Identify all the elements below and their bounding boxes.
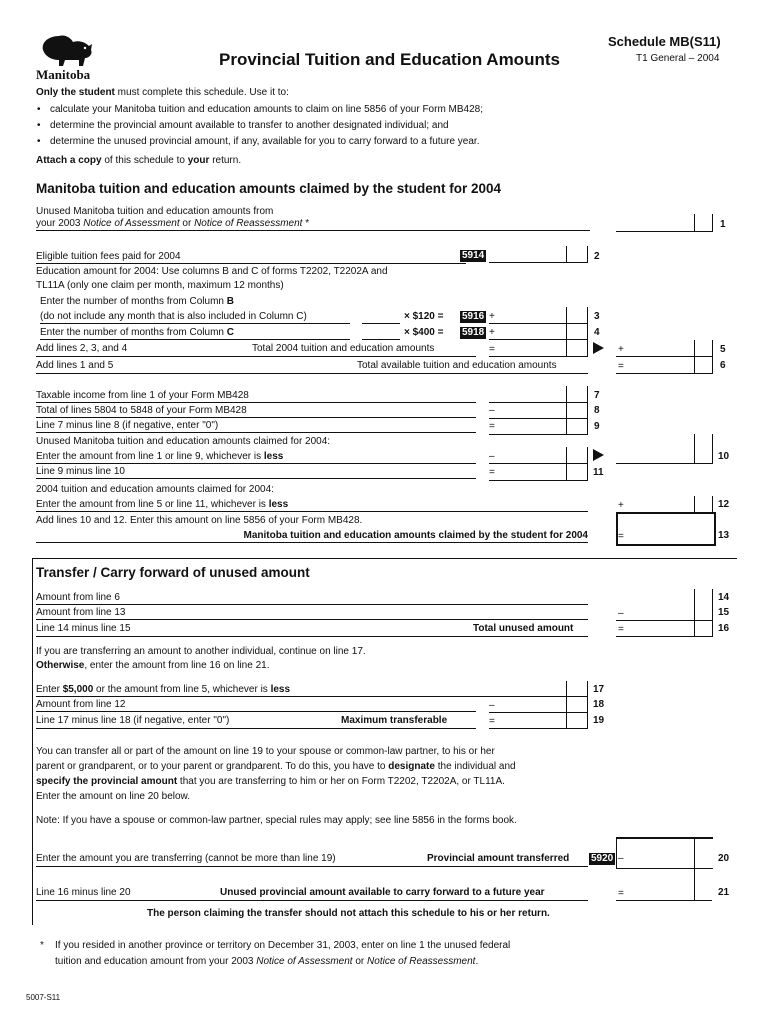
line13-label-b: Manitoba tuition and education amounts claimed by the student for 2004	[36, 530, 588, 543]
months-c-pre: Enter the number of months from Column	[40, 327, 227, 338]
line-number-19: 19	[593, 715, 605, 726]
line8-cents	[566, 402, 567, 418]
line18-cents	[566, 697, 567, 712]
line1-star: *	[302, 218, 310, 229]
line17-mid: or the amount from line 5, whichever is	[93, 684, 271, 695]
footnote-noa: Notice of Assessment	[256, 956, 353, 967]
line-number-14: 14	[718, 592, 730, 603]
line12-label-b	[36, 499, 588, 512]
line21-total-label: Unused provincial amount available to carry forward to a future year	[220, 887, 545, 898]
line20-total-label: Provincial amount transferred	[427, 853, 570, 864]
transfer-para-b	[36, 761, 516, 773]
line19-field[interactable]	[489, 712, 588, 729]
transfer-para-c	[36, 776, 505, 788]
line20-field[interactable]	[616, 837, 713, 869]
otherwise-bold: Otherwise	[36, 660, 85, 671]
transfer-para-a: You can transfer all or part of the amount on line 19 to your spouse or common-law partner, to his or her	[36, 746, 495, 757]
page-title: Provincial Tuition and Education Amounts	[219, 50, 560, 69]
otherwise-rest: , enter the amount from line 16 on line 21.	[84, 660, 270, 671]
multiplier-400: × $400 =	[404, 327, 444, 338]
transfer-para-b-end: the individual and	[434, 761, 516, 772]
logo-text: Manitoba	[36, 67, 91, 82]
line16-cents	[694, 620, 695, 636]
section1-heading: Manitoba tuition and education amounts claimed by the student for 2004	[36, 181, 502, 196]
line1-label-a: Unused Manitoba tuition and education amounts from	[36, 206, 274, 217]
line6-rule	[36, 373, 588, 374]
line9-field[interactable]	[489, 418, 588, 435]
bullet-icon: •	[37, 136, 41, 147]
line12-label-a: 2004 tuition and education amounts claimed for 2004:	[36, 484, 274, 495]
line4-months-field[interactable]	[362, 324, 400, 340]
line2-label: Eligible tuition fees paid for 2004	[36, 251, 466, 264]
footnote-a: If you resided in another province or territory on December 31, 2003, enter on line 1 the unused federal	[55, 940, 511, 951]
intro-lead	[36, 87, 289, 99]
minus-sign: –	[489, 451, 495, 462]
intro-bullet: determine the provincial amount available to transfer to another designated individual; and	[50, 120, 449, 131]
line16-field[interactable]	[616, 620, 713, 637]
line21-label: Line 16 minus line 20	[36, 887, 131, 898]
line10-pre: Enter the amount from line 1 or line 9, whichever is	[36, 451, 264, 462]
multiplier-120: × $120 =	[404, 311, 444, 322]
line-number-12: 12	[718, 499, 730, 510]
line6-label: Add lines 1 and 5	[36, 360, 114, 371]
code-5914: 5914	[462, 250, 485, 261]
form-id: 5007-S11	[26, 993, 61, 1002]
line14-label: Amount from line 6	[36, 592, 588, 605]
line-number-6: 6	[720, 360, 726, 371]
line15-field[interactable]	[616, 605, 713, 621]
line10-field[interactable]	[489, 447, 588, 464]
line17-less: less	[270, 684, 291, 695]
line8-field[interactable]	[489, 402, 588, 419]
line19-cents	[566, 712, 567, 728]
education-amount-a: Education amount for 2004: Use columns B and C of forms T2202, T2202A and	[36, 266, 388, 277]
line-number-21: 21	[718, 887, 730, 898]
line3-cents	[566, 307, 567, 323]
line-number-9: 9	[594, 421, 600, 432]
line17-field[interactable]	[489, 681, 588, 697]
line16-total-label: Total unused amount	[473, 623, 574, 634]
bullet-icon: •	[37, 104, 41, 115]
line3-field[interactable]	[489, 307, 588, 324]
equals-sign: =	[489, 467, 495, 478]
line20-rule	[36, 866, 588, 867]
designate-bold: designate	[388, 761, 435, 772]
attach-instruction	[36, 155, 241, 167]
transfer-instruction-a: If you are transferring an amount to another individual, continue on line 17.	[36, 646, 366, 657]
specify-bold: specify the provincial amount	[36, 776, 178, 787]
arrow-right-icon	[593, 449, 604, 461]
line12-cents	[694, 496, 695, 512]
line10-carry-cents	[694, 434, 695, 463]
footnote-nor: Notice of Reassessment	[367, 956, 476, 967]
minus-sign: –	[618, 853, 624, 864]
line3-label: (do not include any month that is also included in Column C)	[40, 311, 350, 324]
line16-rule	[36, 636, 588, 637]
line11-cents	[566, 464, 567, 480]
bullet-icon: •	[37, 120, 41, 131]
plus-sign: +	[618, 500, 624, 511]
line19-label: Line 17 minus line 18 (if negative, enter "0")	[36, 715, 230, 726]
line-number-8: 8	[594, 405, 600, 416]
minus-sign: –	[489, 405, 495, 416]
attach-end: return.	[209, 155, 242, 166]
line-number-20: 20	[718, 853, 730, 864]
footnote-b	[55, 956, 478, 968]
line10-less: less	[263, 451, 284, 462]
line-number-5: 5	[720, 344, 726, 355]
spouse-note: Note: If you have a spouse or common-law partner, special rules may apply; see line 5856 in the forms book.	[36, 815, 517, 826]
line7-cents	[566, 386, 567, 402]
line8-label: Total of lines 5804 to 5848 of your Form MB428	[36, 405, 476, 418]
line5-carry-cents	[694, 340, 695, 356]
attach-mid: of this schedule to	[101, 155, 188, 166]
line3-months-field[interactable]	[362, 308, 400, 324]
line15-cents	[694, 605, 695, 620]
line-number-7: 7	[594, 390, 600, 401]
column-b: B	[226, 296, 234, 307]
line1-field[interactable]	[616, 214, 713, 232]
plus-sign: +	[618, 344, 624, 355]
line11-field[interactable]	[489, 464, 588, 481]
equals-sign: =	[618, 624, 624, 635]
line9-label: Line 7 minus line 8 (if negative, enter "0")	[36, 420, 476, 433]
line12-less: less	[268, 499, 289, 510]
line6-field[interactable]	[616, 357, 713, 374]
line4-field[interactable]	[489, 323, 588, 340]
line6-total-label: Total available tuition and education amounts	[357, 360, 557, 371]
line18-field[interactable]	[489, 697, 588, 713]
line17-cents	[566, 681, 567, 697]
form-subtitle: T1 General – 2004	[636, 53, 720, 64]
code-5918: 5918	[462, 327, 485, 338]
line16-label: Line 14 minus line 15	[36, 623, 131, 634]
intro-bullet: determine the unused provincial amount, if any, available for you to carry forward to a future year.	[50, 136, 480, 147]
education-amount-b: TL11A (only one claim per month, maximum 12 months)	[36, 280, 284, 291]
line6-cents	[694, 357, 695, 373]
equals-sign: =	[618, 361, 624, 372]
transfer-closing-note: The person claiming the transfer should not attach this schedule to his or her return.	[147, 908, 550, 919]
line12-pre: Enter the amount from line 5 or line 11, whichever is	[36, 499, 269, 510]
line1-nor: Notice of Reassessment	[194, 218, 303, 229]
line5-total-label: Total 2004 tuition and education amounts	[252, 343, 435, 354]
line12-field[interactable]	[616, 496, 713, 513]
line14-field[interactable]	[616, 589, 713, 605]
minus-sign: –	[489, 700, 495, 711]
plus-sign: +	[489, 311, 495, 322]
line-number-1: 1	[720, 219, 726, 230]
line1-pre: your 2003	[36, 218, 84, 229]
months-b-label	[40, 296, 234, 308]
line5-rule	[36, 356, 476, 357]
months-b-pre: Enter the number of months from Column	[40, 296, 227, 307]
line20-label: Enter the amount you are transferring (cannot be more than line 19)	[36, 853, 336, 864]
line5-field[interactable]	[489, 340, 588, 357]
line5-cents	[566, 340, 567, 356]
intro-lead-rest: must complete this schedule. Use it to:	[114, 87, 289, 98]
line10-label-b	[36, 451, 476, 464]
equals-sign: =	[489, 344, 495, 355]
footnote-end: .	[475, 956, 479, 967]
line-number-11: 11	[593, 467, 604, 478]
line21-rule	[36, 900, 588, 901]
line13-label-a: Add lines 10 and 12. Enter this amount on line 5856 of your Form MB428.	[36, 515, 363, 526]
line-number-17: 17	[593, 684, 605, 695]
intro-bullet: calculate your Manitoba tuition and education amounts to claim on line 5856 of your Form MB428;	[50, 104, 484, 115]
transfer-para-b-pre: parent or grandparent, or to your parent or grandparent. To do this, you have to	[36, 761, 389, 772]
line10-label-a: Unused Manitoba tuition and education amounts claimed for 2004:	[36, 436, 331, 447]
line2-cents	[566, 246, 567, 262]
line7-label: Taxable income from line 1 of your Form MB428	[36, 390, 476, 403]
equals-sign: =	[618, 888, 624, 899]
line21-field[interactable]	[616, 866, 712, 901]
section2-heading: Transfer / Carry forward of unused amount	[36, 565, 310, 580]
line17-pre: Enter	[36, 684, 63, 695]
line1-cents	[694, 214, 695, 231]
arrow-right-icon	[593, 342, 604, 354]
code-5916: 5916	[462, 311, 485, 322]
line1-or: or	[179, 218, 195, 229]
footnote-star: *	[40, 940, 44, 951]
line14-cents	[694, 589, 695, 605]
attach-bold: Attach a copy	[36, 155, 102, 166]
line-number-16: 16	[718, 623, 730, 634]
intro-lead-bold: Only the student	[36, 87, 115, 98]
transfer-instruction-b	[36, 660, 269, 672]
line11-label: Line 9 minus line 10	[36, 466, 476, 479]
line17-amount: $5,000	[62, 684, 94, 695]
line-number-18: 18	[593, 699, 605, 710]
footnote-or: or	[352, 956, 368, 967]
equals-sign: =	[489, 421, 495, 432]
line-number-2: 2	[594, 251, 600, 262]
line19-rule	[36, 728, 476, 729]
line10-cents	[566, 447, 567, 463]
line1-label-b	[36, 218, 590, 231]
line13-field[interactable]	[616, 512, 716, 546]
equals-sign: =	[489, 716, 495, 727]
attach-bold2: your	[187, 155, 210, 166]
line7-field[interactable]	[489, 386, 588, 403]
line4-label	[40, 327, 350, 340]
line10-carry-field[interactable]	[616, 434, 713, 464]
line-number-10: 10	[718, 451, 730, 462]
line9-cents	[566, 418, 567, 434]
line1-noa: Notice of Assessment	[83, 218, 180, 229]
minus-sign: –	[618, 608, 624, 619]
line4-cents	[566, 323, 567, 339]
transfer-para-d: Enter the amount on line 20 below.	[36, 791, 190, 802]
equals-sign: =	[618, 531, 624, 542]
line-number-15: 15	[718, 607, 730, 618]
line-number-4: 4	[594, 327, 600, 338]
line2-field[interactable]	[489, 246, 588, 263]
plus-sign: +	[489, 327, 495, 338]
line-number-3: 3	[594, 311, 600, 322]
schedule-id: Schedule MB(S11)	[608, 34, 721, 49]
manitoba-bison-logo-icon	[37, 30, 97, 68]
column-c: C	[226, 327, 234, 338]
code-5920: 5920	[591, 853, 614, 864]
line15-label: Amount from line 13	[36, 607, 588, 620]
line5-carry-field[interactable]	[616, 340, 713, 357]
line21-cents	[694, 866, 695, 900]
line19-total-label: Maximum transferable	[341, 715, 448, 726]
footnote-b-pre: tuition and education amount from your 2003	[55, 956, 257, 967]
line18-label: Amount from line 12	[36, 699, 476, 712]
line5-label: Add lines 2, 3, and 4	[36, 343, 128, 354]
line20-cents	[694, 837, 695, 866]
transfer-para-c-rest: that you are transferring to him or her on Form T2202, T2202A, or TL11A.	[177, 776, 505, 787]
line-number-13: 13	[718, 530, 730, 541]
